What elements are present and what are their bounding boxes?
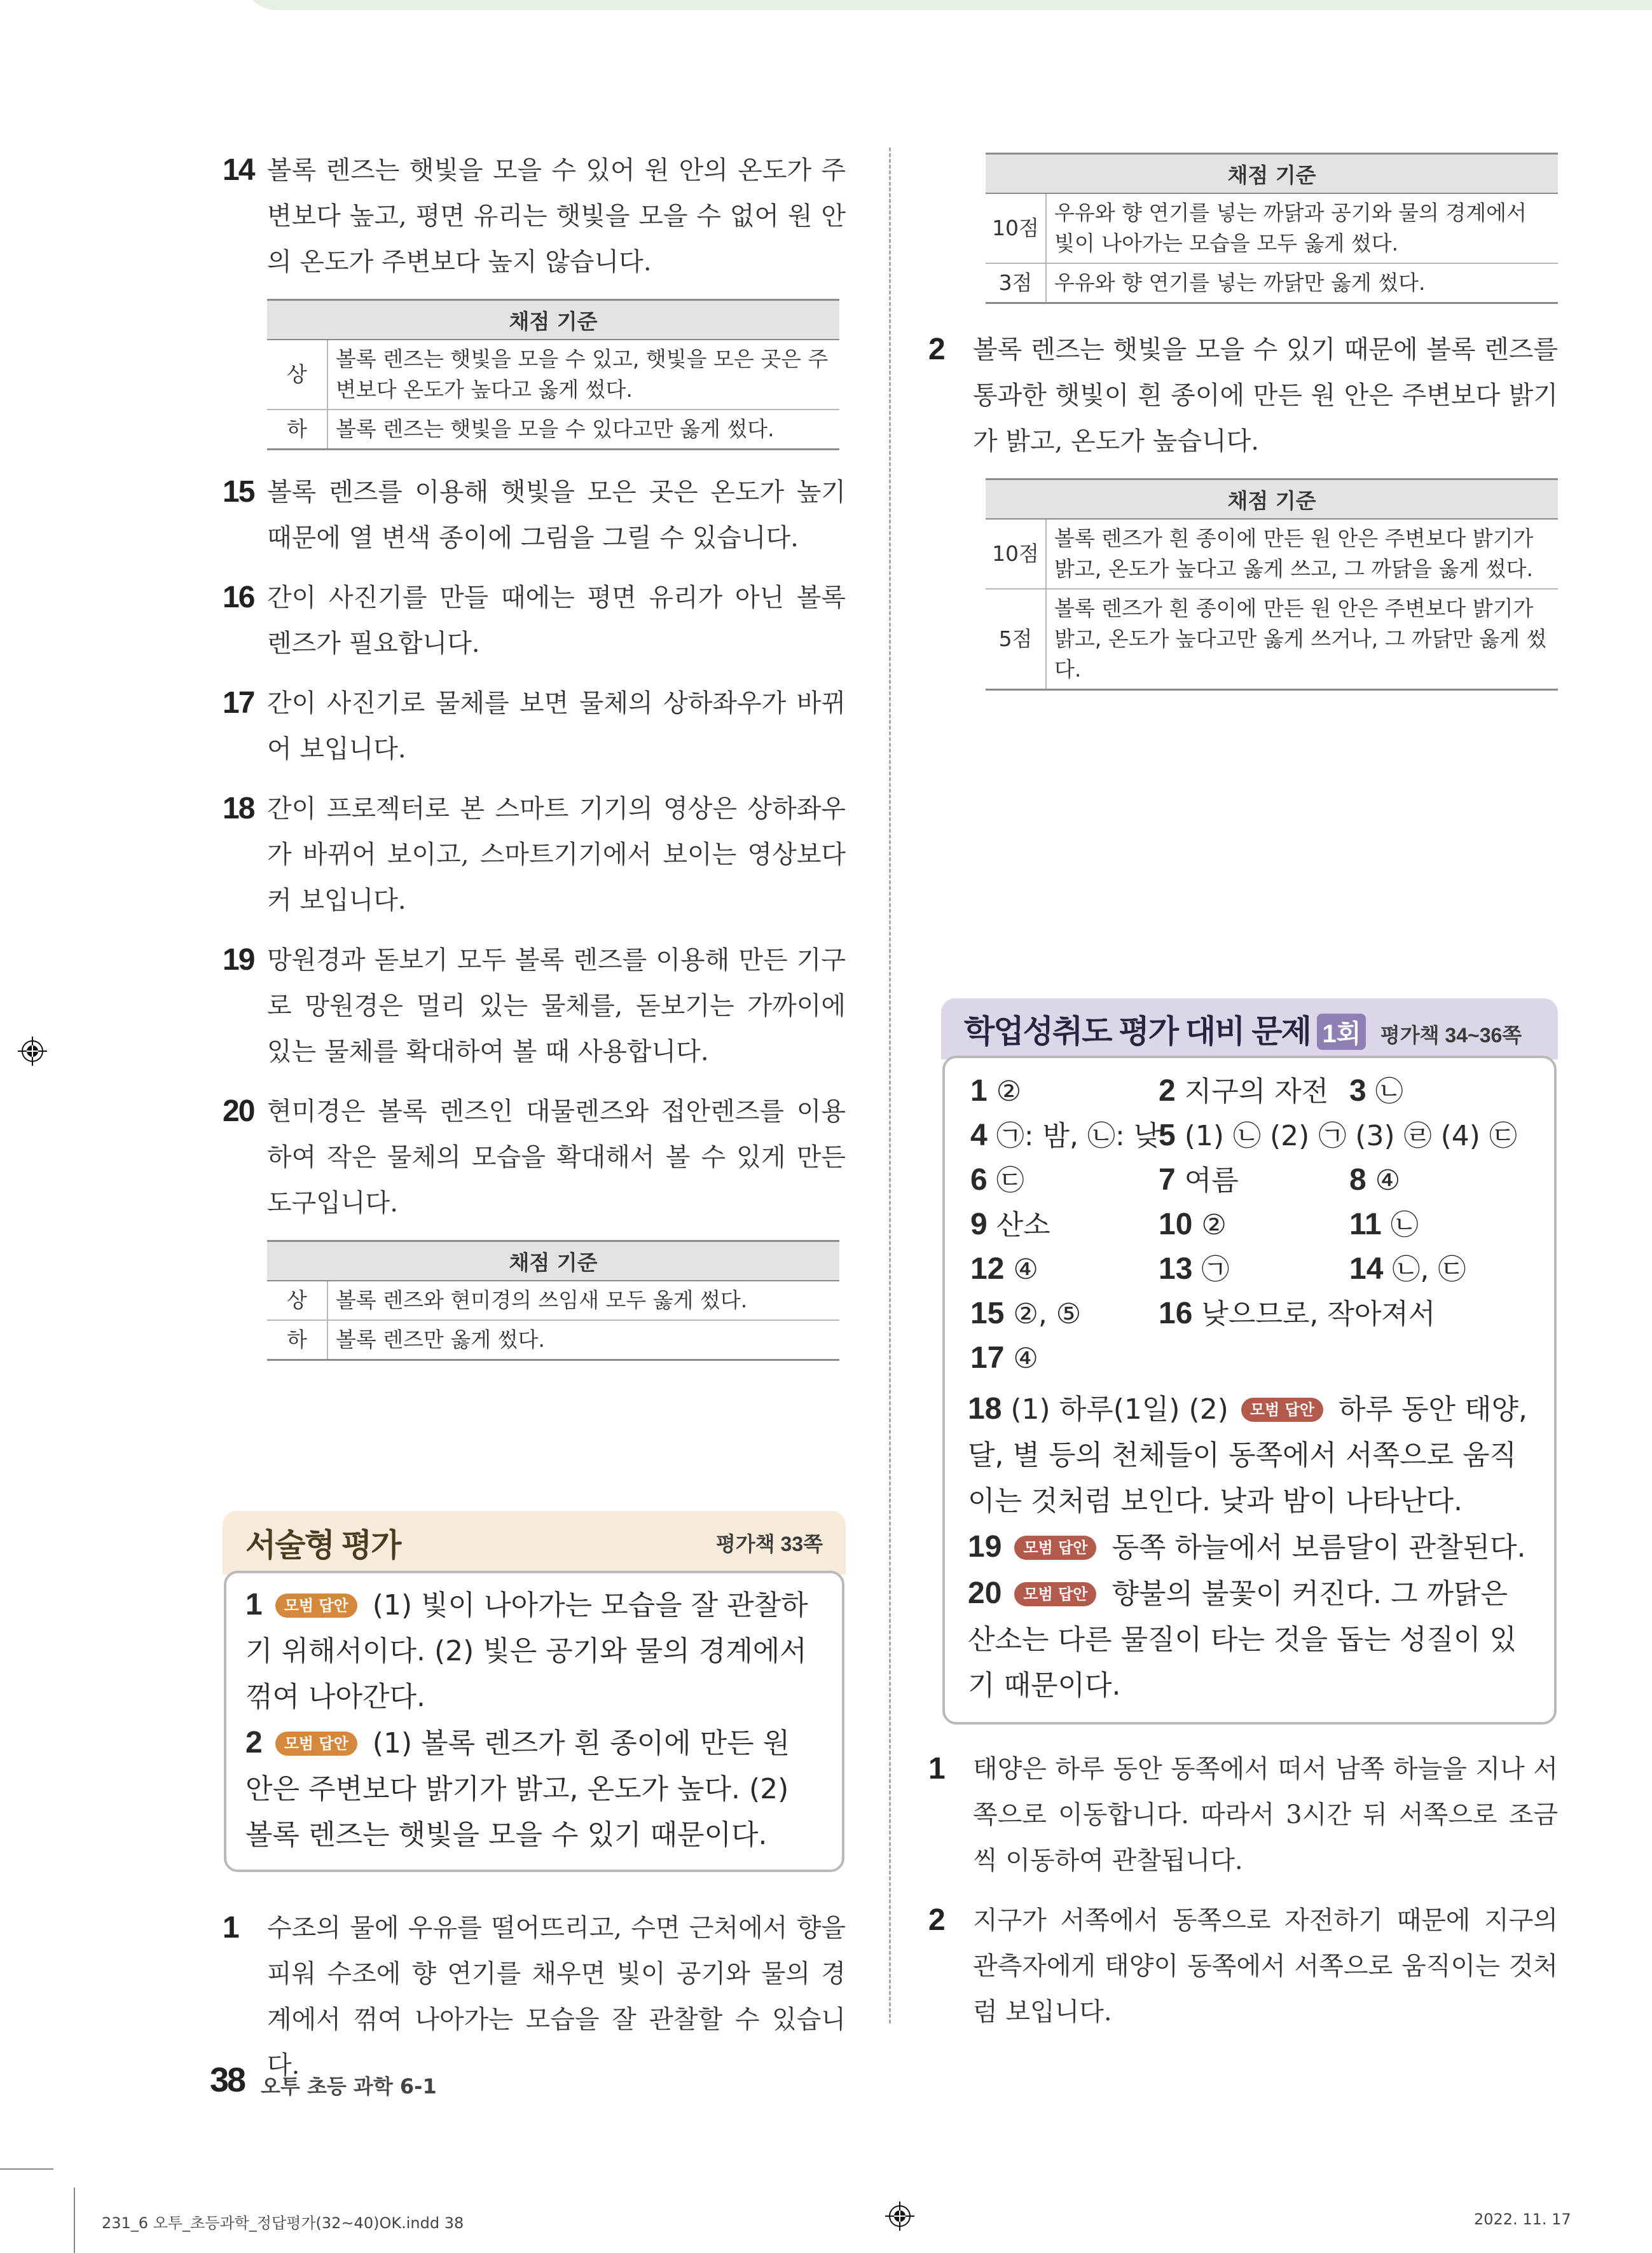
item-text: 지구가 서쪽에서 동쪽으로 자전하기 때문에 지구의 관측자에게 태양이 동쪽에서 서쪽으로 움직이는 것처럼 보입니다.	[973, 1906, 1558, 2027]
item-number: 19	[223, 943, 254, 977]
item-text: 간이 사진기로 물체를 보면 물체의 상하좌우가 바뀌어 보입니다.	[267, 689, 846, 764]
answer-13: 13 ㉠	[1159, 1252, 1230, 1286]
criteria-level: 하	[267, 1320, 327, 1360]
model-answer-badge: 모범 답안	[1014, 1536, 1096, 1560]
answer-9: 9 산소	[970, 1208, 1050, 1241]
answer-grid	[945, 1072, 1554, 1375]
criteria-level: 3점	[986, 263, 1046, 303]
criteria-text: 볼록 렌즈만 옳게 썼다.	[327, 1320, 839, 1360]
item-number: 1	[223, 1911, 238, 1945]
explain-item-r2	[928, 1898, 1558, 2035]
answer-18: 18 (1) 하루(1일) (2) 모범 답안 하루 동안 태양, 달, 별 등의 천체들이 동쪽에서 서쪽으로 움직이는 것처럼 보인다. 낮과 밤이 나타난다.	[968, 1392, 1527, 1517]
model-answer-badge: 모범 답안	[1241, 1398, 1323, 1422]
criteria-header: 채점 기준	[986, 479, 1558, 520]
descriptive-box-title: 서술형 평가	[245, 1527, 401, 1563]
answer-4: 4 ㉠: 밤, ㉡: 낮	[970, 1119, 1161, 1152]
answer-19: 19 모범 답안 동쪽 하늘에서 보름달이 관찰된다.	[968, 1530, 1526, 1564]
explain-item-2	[928, 327, 1558, 464]
answer-6: 6 ㉢	[970, 1163, 1024, 1197]
answer-8: 8 ④	[1349, 1163, 1401, 1197]
answer-item-14	[223, 148, 846, 285]
answer-11: 11 ㉡	[1349, 1208, 1419, 1241]
column-divider	[889, 148, 891, 2023]
criteria-header: 채점 기준	[267, 1241, 839, 1281]
answer-20: 20 모범 답안 향불의 불꽃이 커진다. 그 까닭은 산소는 다른 물질이 타는 것을 돕는 성질이 있기 때문이다.	[968, 1576, 1517, 1702]
model-answer-badge: 모범 답안	[1014, 1582, 1096, 1606]
achievement-box	[942, 1056, 1557, 1725]
registration-mark-icon	[18, 1037, 47, 1066]
top-decorative-band	[242, 0, 1652, 10]
item-text: 망원경과 돋보기 모두 볼록 렌즈를 이용해 만든 기구로 망원경은 멀리 있는 물체를, 돋보기는 가까이에 있는 물체를 확대하여 볼 때 사용합니다.	[267, 946, 846, 1066]
answer-item-18	[223, 786, 846, 923]
item-text: 현미경은 볼록 렌즈인 대물렌즈와 접안렌즈를 이용하여 작은 물체의 모습을 확대해서 볼 수 있게 만든 도구입니다.	[267, 1097, 846, 1218]
criteria-level: 하	[267, 410, 327, 450]
answer-item-20	[223, 1089, 846, 1226]
item-number: 2	[928, 1903, 944, 1937]
item-number: 17	[223, 686, 254, 720]
criteria-row	[986, 519, 1558, 589]
answer-item-19	[223, 937, 846, 1075]
page-number: 38	[210, 2061, 245, 2099]
item-text: 수조의 물에 우유를 떨어뜨리고, 수면 근처에서 향을 피워 수조에 향 연기를 채우면 빛이 공기와 물의 경계에서 꺾여 나아가는 모습을 잘 관찰할 수 있습니다.	[267, 1913, 846, 2080]
criteria-table-20	[267, 1240, 839, 1361]
criteria-text: 볼록 렌즈가 흰 종이에 만든 원 안은 주변보다 밝기가 밝고, 온도가 높다고만 옳게 쓰거나, 그 까닭만 옳게 썼다.	[1046, 589, 1558, 690]
answer-2: 2 지구의 자전	[1159, 1074, 1329, 1108]
criteria-row	[986, 193, 1558, 263]
answer-3: 3 ㉡	[1349, 1074, 1403, 1108]
explain-item-1	[223, 1905, 846, 2088]
item-number: 14	[223, 153, 254, 187]
item-text: 볼록 렌즈는 햇빛을 모을 수 있어 원 안의 온도가 주변보다 높고, 평면 유리는 햇빛을 모을 수 없어 원 안의 온도가 주변보다 높지 않습니다.	[267, 156, 846, 277]
book-title: 오투 초등 과학 6-1	[261, 2074, 437, 2098]
criteria-row	[267, 1281, 839, 1320]
item-number: 15	[223, 475, 254, 509]
crop-mark	[0, 2168, 53, 2170]
criteria-row	[267, 1320, 839, 1360]
criteria-header: 채점 기준	[267, 300, 839, 340]
registration-mark-icon	[885, 2201, 914, 2231]
achievement-box-header	[941, 998, 1558, 1059]
criteria-text: 볼록 렌즈는 햇빛을 모을 수 있고, 햇빛을 모은 곳은 주변보다 온도가 높다고 옳게 썼다.	[327, 340, 839, 410]
answer-number: 1	[245, 1588, 263, 1622]
item-text: 간이 프로젝터로 본 스마트 기기의 영상은 상하좌우가 바뀌어 보이고, 스마트기기에서 보이는 영상보다 커 보입니다.	[267, 794, 846, 915]
achievement-box-ref: 평가책 34~36쪽	[1380, 1024, 1522, 1047]
answer-item-16	[223, 575, 846, 666]
item-number: 2	[928, 333, 944, 366]
round-badge: 1회	[1317, 1014, 1366, 1050]
descriptive-box	[224, 1571, 844, 1872]
model-answer-badge: 모범 답안	[275, 1732, 357, 1756]
answer-17: 17 ④	[970, 1341, 1038, 1375]
answer-7: 7 여름	[1159, 1163, 1239, 1197]
item-text: 태양은 하루 동안 동쪽에서 떠서 남쪽 하늘을 지나 서쪽으로 이동합니다. 따라서 3시간 뒤 서쪽으로 조금씩 이동하여 관찰됩니다.	[973, 1754, 1558, 1875]
crop-mark	[74, 2188, 75, 2253]
criteria-level: 10점	[986, 193, 1046, 263]
criteria-text: 볼록 렌즈와 현미경의 쓰임새 모두 옳게 썼다.	[327, 1281, 839, 1320]
achievement-box-title: 학업성취도 평가 대비 문제	[964, 1014, 1311, 1049]
answer-item-15	[223, 469, 846, 561]
descriptive-box-ref: 평가책 33쪽	[715, 1533, 823, 1555]
answer-text: (1) 빛이 나아가는 모습을 잘 관찰하기 위해서이다. (2) 빛은 공기와 물의 경계에서 꺾여 나아간다.	[245, 1589, 808, 1713]
criteria-text: 볼록 렌즈가 흰 종이에 만든 원 안은 주변보다 밝기가 밝고, 온도가 높다고 옳게 쓰고, 그 까닭을 옳게 썼다.	[1046, 519, 1558, 589]
answer-15: 15 ②, ⑤	[970, 1297, 1082, 1330]
left-column	[223, 148, 846, 1380]
item-text: 볼록 렌즈는 햇빛을 모을 수 있기 때문에 볼록 렌즈를 통과한 햇빛이 흰 종이에 만든 원 안은 주변보다 밝기가 밝고, 온도가 높습니다.	[973, 335, 1558, 456]
criteria-row	[986, 589, 1558, 690]
answer-16: 16 낮으므로, 작아져서	[1159, 1297, 1436, 1330]
descriptive-answer-2	[245, 1720, 823, 1858]
criteria-table-r1	[986, 153, 1558, 304]
item-number: 18	[223, 792, 254, 825]
answer-10: 10 ②	[1159, 1208, 1227, 1241]
criteria-header: 채점 기준	[986, 154, 1558, 194]
item-text: 간이 사진기를 만들 때에는 평면 유리가 아닌 볼록 렌즈가 필요합니다.	[267, 583, 846, 658]
model-answer-badge: 모범 답안	[275, 1594, 357, 1618]
answer-number: 2	[245, 1726, 263, 1760]
right-column	[928, 153, 1558, 691]
print-date: 2022. 11. 17	[1474, 2210, 1571, 2228]
criteria-level: 상	[267, 340, 327, 410]
answer-1: 1 ②	[970, 1074, 1022, 1108]
descriptive-answer-1	[245, 1582, 823, 1720]
criteria-row	[267, 340, 839, 410]
print-file-name: 231_6 오투_초등과학_정답평가(32~40)OK.indd 38	[102, 2214, 464, 2232]
item-number: 1	[928, 1752, 944, 1786]
answer-item-17	[223, 680, 846, 772]
item-number: 16	[223, 581, 254, 614]
criteria-row	[267, 410, 839, 450]
criteria-table-14	[267, 299, 839, 450]
descriptive-box-header	[223, 1511, 846, 1574]
answer-12: 12 ④	[970, 1252, 1038, 1286]
answer-text: (1) 볼록 렌즈가 흰 종이에 만든 원 안은 주변보다 밝기가 밝고, 온도가 높다. (2) 볼록 렌즈는 햇빛을 모을 수 있기 때문이다.	[245, 1727, 790, 1851]
criteria-table-r2	[986, 478, 1558, 691]
criteria-text: 우유와 향 연기를 넣는 까닭만 옳게 썼다.	[1046, 263, 1558, 303]
item-number: 20	[223, 1094, 254, 1128]
answer-14: 14 ㉡, ㉢	[1349, 1252, 1466, 1286]
item-text: 볼록 렌즈를 이용해 햇빛을 모은 곳은 온도가 높기 때문에 열 변색 종이에 그림을 그릴 수 있습니다.	[267, 478, 846, 553]
criteria-text: 우유와 향 연기를 넣는 까닭과 공기와 물의 경계에서 빛이 나아가는 모습을 모두 옳게 썼다.	[1046, 193, 1558, 263]
criteria-level: 10점	[986, 519, 1046, 589]
criteria-row	[986, 263, 1558, 303]
explain-item-r1	[928, 1746, 1558, 1884]
criteria-text: 볼록 렌즈는 햇빛을 모을 수 있다고만 옳게 썼다.	[327, 410, 839, 450]
criteria-level: 5점	[986, 589, 1046, 690]
answer-5: 5 (1) ㉡ (2) ㉠ (3) ㉣ (4) ㉢	[1159, 1119, 1517, 1152]
criteria-level: 상	[267, 1281, 327, 1320]
